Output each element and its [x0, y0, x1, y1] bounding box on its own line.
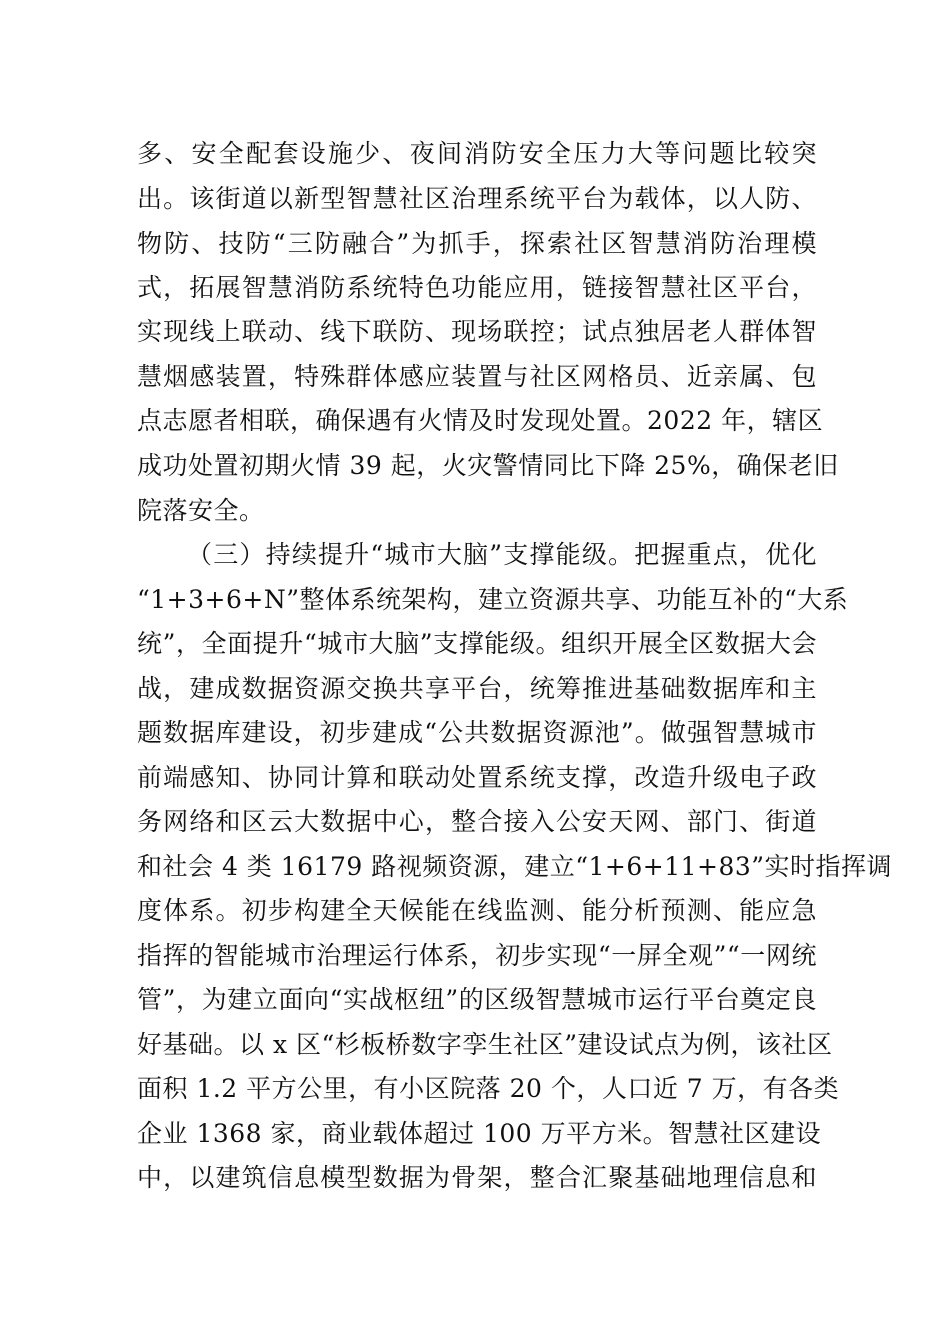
body-text-line: 度体系。初步构建全天候能在线监测、能分析预测、能应急 [137, 896, 817, 925]
body-text-line: 和社会 4 类 16179 路视频资源，建立“1+6+11+83”实时指挥调 [137, 852, 893, 881]
body-text-line: “1+3+6+N”整体系统架构，建立资源共享、功能互补的“大系 [137, 585, 849, 614]
body-text-line: 物防、技防“三防融合”为抓手，探索社区智慧消防治理模 [137, 229, 817, 258]
body-text-line: 出。该街道以新型智慧社区治理系统平台为载体，以人防、 [137, 184, 817, 213]
body-text-line: 管”，为建立面向“实战枢纽”的区级智慧城市运行平台奠定良 [137, 985, 817, 1014]
body-text-line: 前端感知、协同计算和联动处置系统支撑，改造升级电子政 [137, 763, 817, 792]
body-text-line: 成功处置初期火情 39 起，火灾警情同比下降 25%，确保老旧 [137, 451, 839, 480]
body-text-line: 题数据库建设，初步建成“公共数据资源池”。做强智慧城市 [137, 718, 817, 747]
section-heading-line: （三）持续提升“城市大脑”支撑能级。把握重点，优化 [187, 540, 817, 569]
body-text-line: 慧烟感装置，特殊群体感应装置与社区网格员、近亲属、包 [137, 362, 817, 391]
body-text-line: 点志愿者相联，确保遇有火情及时发现处置。2022 年，辖区 [137, 406, 824, 435]
body-text-line: 务网络和区云大数据中心，整合接入公安天网、部门、街道 [137, 807, 817, 836]
paragraph-last-line: 院落安全。 [137, 496, 265, 525]
body-text-line: 战，建成数据资源交换共享平台，统筹推进基础数据库和主 [137, 674, 817, 703]
body-text-line: 多、安全配套设施少、夜间消防安全压力大等问题比较突 [137, 139, 817, 168]
body-text-line: 面积 1.2 平方公里，有小区院落 20 个，人口近 7 万，有各类 [137, 1074, 840, 1103]
body-text-line: 式，拓展智慧消防系统特色功能应用，链接智慧社区平台， [137, 273, 817, 302]
body-text-line: 统”，全面提升“城市大脑”支撑能级。组织开展全区数据大会 [137, 629, 817, 658]
body-text-line: 指挥的智能城市治理运行体系，初步实现“一屏全观”“一网统 [137, 941, 817, 970]
body-text-line: 中，以建筑信息模型数据为骨架，整合汇聚基础地理信息和 [137, 1163, 817, 1192]
body-text-line: 企业 1368 家，商业载体超过 100 万平方米。智慧社区建设 [137, 1119, 822, 1148]
body-text-line: 实现线上联动、线下联防、现场联控；试点独居老人群体智 [137, 317, 817, 346]
body-text-line: 好基础。以 x 区“杉板桥数字孪生社区”建设试点为例，该社区 [137, 1030, 833, 1059]
